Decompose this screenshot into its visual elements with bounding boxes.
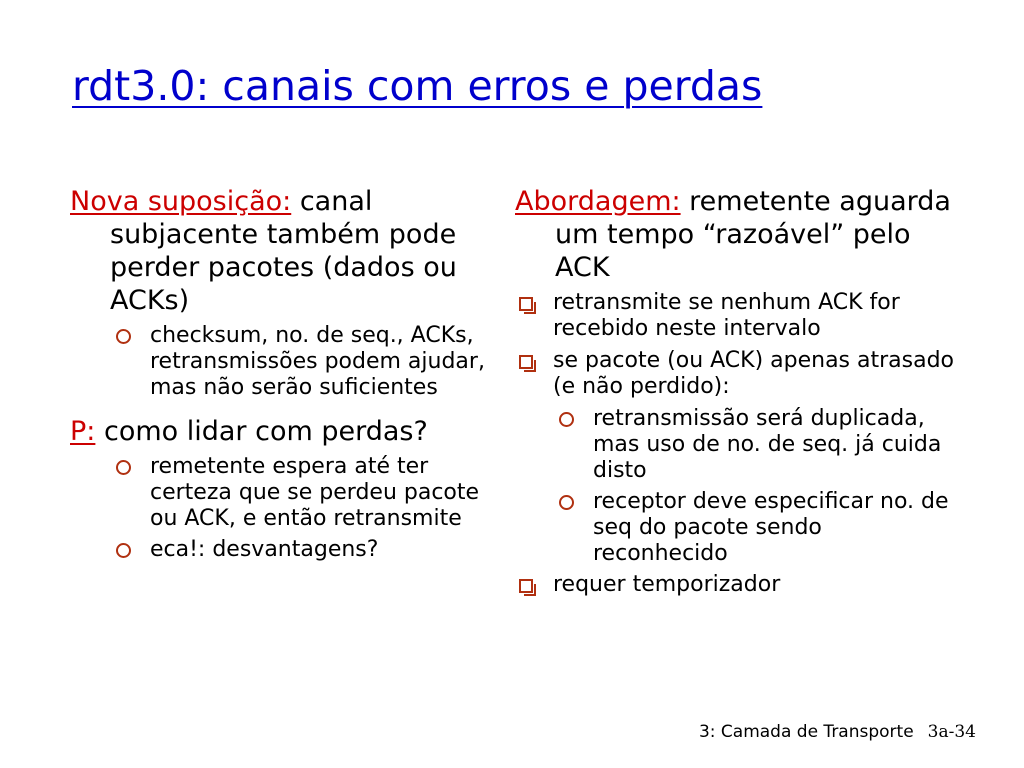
sub-bullet-text: checksum, no. de seq., ACKs, retransmissões podem ajudar, mas não serão suficientes [150,323,485,400]
new-assumption-lead [70,185,510,317]
bullet-text: retransmite se nenhum ACK for recebido neste intervalo [553,290,900,341]
chapter-label: 3: Camada de Transporte [698,722,914,742]
circle-bullet-icon [559,412,574,427]
bullet [515,348,955,400]
approach-text: remetente aguarda um tempo “razoável” pelo ACK [555,186,951,283]
slide-title: rdt3.0: canais com erros e perdas [72,62,763,110]
sub-bullet-text: remetente espera até ter certeza que se perdeu pacote ou ACK, e então retransmite [150,454,480,531]
approach-lead [515,185,955,284]
square-bullet-icon [519,297,533,311]
sub-bullet [110,454,510,532]
sub-bullet [110,323,510,401]
question-text: como lidar com perdas? [95,416,428,447]
sub-bullet-text: receptor deve especificar no. de seq do pacote sendo reconhecido [593,489,949,566]
sub-bullet-text: retransmissão será duplicada, mas uso de no. de seq. já cuida disto [593,406,942,483]
circle-bullet-icon [116,329,131,344]
bullet [515,572,955,598]
approach-label: Abordagem: [515,186,681,217]
circle-bullet-icon [116,543,131,558]
square-bullet-icon [519,579,533,593]
right-column [515,185,955,604]
bullet-text: se pacote (ou ACK) apenas atrasado (e não perdido): [553,348,955,399]
new-assumption-label: Nova suposição: [70,186,292,217]
question-label: P: [70,416,96,447]
circle-bullet-icon [116,460,131,475]
slide-footer [699,722,976,742]
new-assumption-text: canal subjacente também pode perder pacotes (dados ou ACKs) [110,186,457,316]
sub-bullet [553,406,955,484]
circle-bullet-icon [559,495,574,510]
bullet-text: requer temporizador [553,572,781,597]
sub-bullet [110,537,510,563]
bullet [515,290,955,342]
sub-bullet [553,489,955,567]
question-lead [70,415,510,448]
sub-bullet-text: eca!: desvantagens? [150,537,379,562]
square-bullet-icon [519,355,533,369]
left-column [70,185,510,568]
page-number: 3a-34 [927,722,976,742]
